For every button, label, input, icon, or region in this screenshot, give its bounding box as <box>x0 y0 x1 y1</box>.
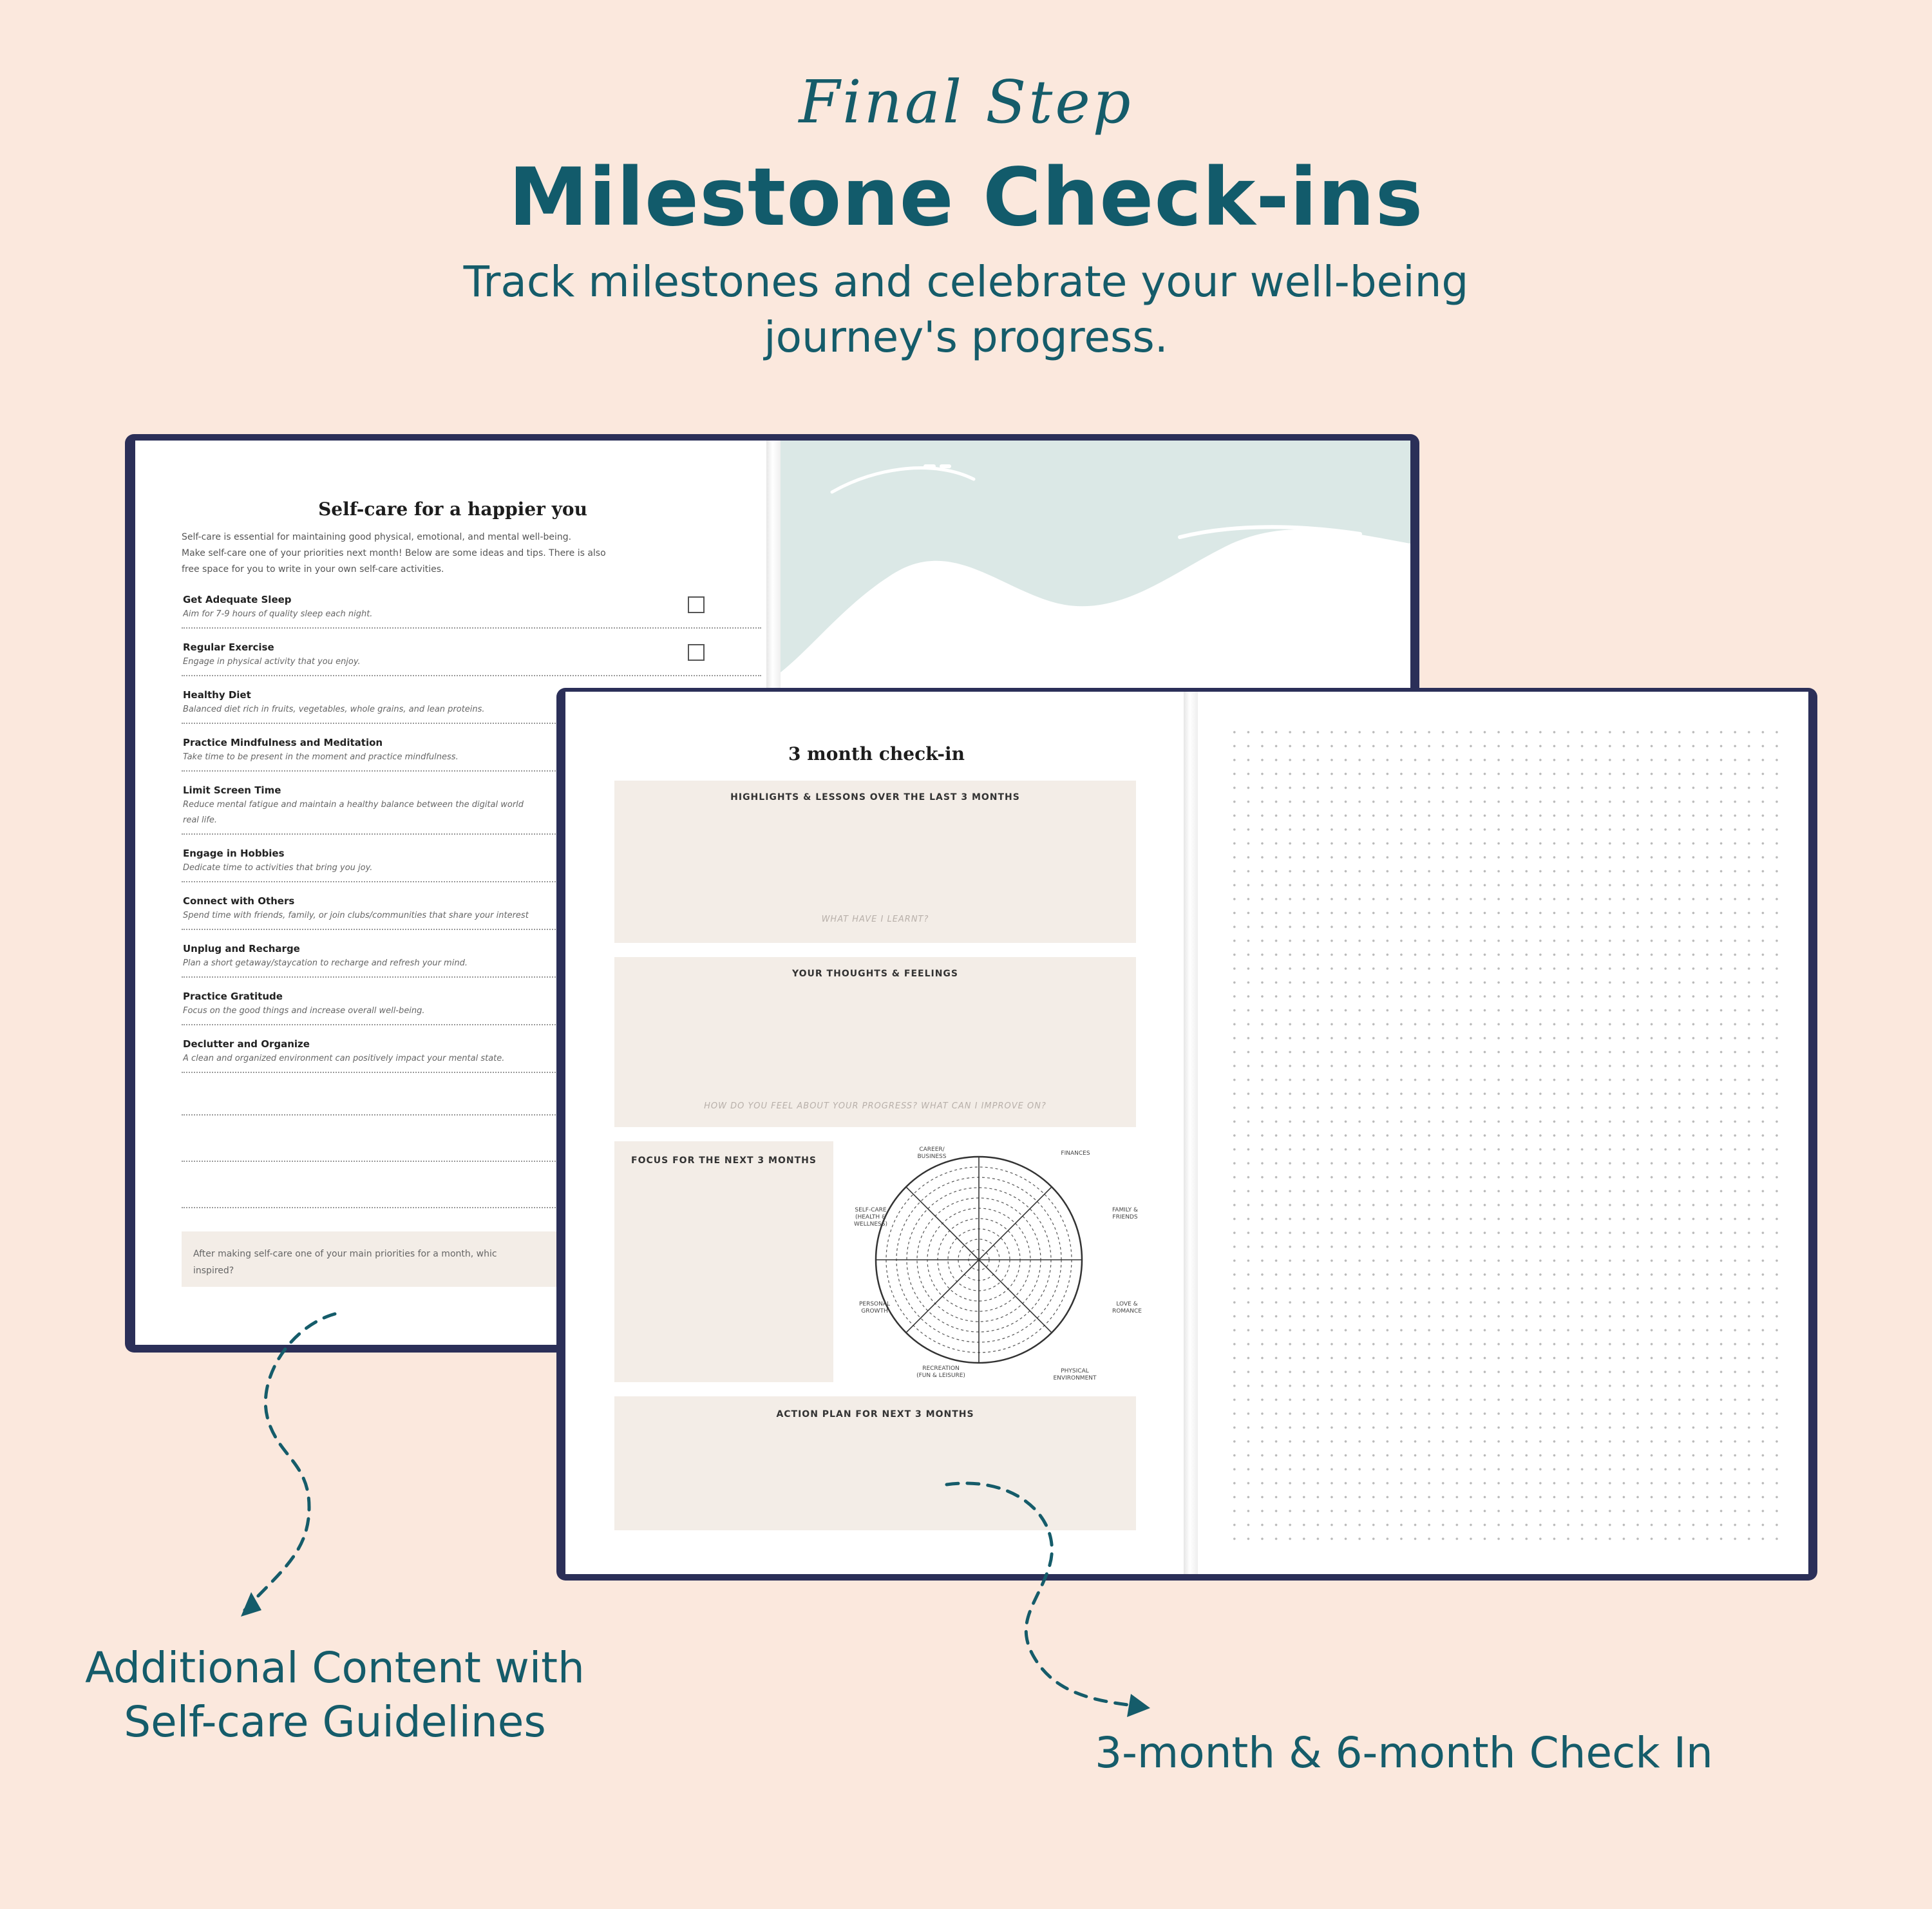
selfcare-item-desc: Dedicate time to activities that bring you joy. <box>183 863 373 873</box>
selfcare-item-desc: Reduce mental fatigue and maintain a healthy balance between the digital world <box>183 800 524 810</box>
selfcare-item-title: Engage in Hobbies <box>183 848 285 859</box>
caption-selfcare-line-1: Additional Content with <box>85 1643 585 1693</box>
wheel-of-life <box>889 1144 1005 1260</box>
dot-grid <box>1227 725 1788 1542</box>
wheel-label-love: LOVE & ROMANCE <box>1112 1301 1142 1315</box>
selfcare-title: Self-care for a happier you <box>318 499 587 520</box>
intro-line-3: free space for you to write in your own self-care activities. <box>182 564 444 575</box>
reflection-line-1: After making self-care one of your main priorities for a month, whic <box>193 1249 497 1259</box>
caption-selfcare <box>71 1641 599 1749</box>
highlights-hint: WHAT HAVE I LEARNT? <box>821 915 929 924</box>
reflection-line-2: inspired? <box>193 1266 234 1276</box>
caption-selfcare-line-2: Self-care Guidelines <box>124 1697 546 1747</box>
selfcare-item-title: Get Adequate Sleep <box>183 594 292 605</box>
thoughts-hint: HOW DO YOU FEEL ABOUT YOUR PROGRESS? WHAT CAN I IMPROVE ON? <box>704 1101 1046 1111</box>
left-dashed-arrow <box>219 1301 412 1623</box>
subtitle-line-1: Track milestones and celebrate your well-being <box>463 257 1469 307</box>
selfcare-item-desc: Focus on the good things and increase overall well-being. <box>183 1006 425 1016</box>
selfcare-item-desc: Aim for 7-9 hours of quality sleep each night. <box>183 609 373 619</box>
selfcare-checkbox[interactable] <box>688 644 705 661</box>
wheel-label-personal: PERSONAL GROWTH <box>858 1301 891 1315</box>
focus-box <box>614 1141 833 1382</box>
wheel-label-family: FAMILY & FRIENDS <box>1112 1207 1139 1220</box>
wheel-label-career: CAREER/ BUSINESS <box>917 1146 947 1160</box>
thoughts-heading: YOUR THOUGHTS & FEELINGS <box>791 969 958 979</box>
caption-checkin: 3-month & 6-month Check In <box>1095 1728 1713 1778</box>
selfcare-item-title: Regular Exercise <box>183 641 274 653</box>
script-heading: Final Step <box>799 68 1133 137</box>
selfcare-item-desc-continued: real life. <box>183 815 217 825</box>
selfcare-item-desc: Take time to be present in the moment and practice mindfulness. <box>183 752 459 762</box>
selfcare-item-title: Declutter and Organize <box>183 1038 310 1050</box>
page-title: Milestone Check-ins <box>508 151 1424 244</box>
selfcare-item-divider <box>182 675 761 676</box>
thoughts-box <box>614 957 1136 1127</box>
selfcare-item-desc: Balanced diet rich in fruits, vegetables, whole grains, and lean proteins. <box>183 705 485 714</box>
selfcare-item-title: Practice Mindfulness and Meditation <box>183 737 383 748</box>
focus-heading: FOCUS FOR THE NEXT 3 MONTHS <box>631 1155 817 1166</box>
selfcare-item-desc: A clean and organized environment can positively impact your mental state. <box>183 1054 505 1063</box>
wheel-label-finances: FINANCES <box>1061 1150 1090 1157</box>
checkin-title: 3 month check-in <box>788 743 965 765</box>
selfcare-item-divider <box>182 627 761 629</box>
selfcare-item-desc: Plan a short getaway/staycation to recharge and refresh your mind. <box>183 958 468 968</box>
right-dashed-arrow <box>927 1468 1159 1739</box>
selfcare-item-title: Connect with Others <box>183 895 295 907</box>
checkin-page <box>565 692 1188 1574</box>
selfcare-intro <box>182 529 748 578</box>
highlights-heading: HIGHLIGHTS & LESSONS OVER THE LAST 3 MONTHS <box>730 792 1020 803</box>
action-plan-heading: ACTION PLAN FOR NEXT 3 MONTHS <box>776 1409 974 1420</box>
wave-artwork <box>781 441 1410 711</box>
subtitle-line-2: journey's progress. <box>764 312 1168 362</box>
selfcare-item-title: Practice Gratitude <box>183 991 283 1002</box>
selfcare-item-desc: Spend time with friends, family, or join clubs/communities that share your interest <box>183 911 529 920</box>
wheel-label-recreation: RECREATION (FUN & LEISURE) <box>916 1365 965 1379</box>
page-subtitle <box>0 254 1932 365</box>
dot-grid-page <box>1198 692 1808 1574</box>
highlights-box <box>614 781 1136 943</box>
intro-line-2: Make self-care one of your priorities next month! Below are some ideas and tips. There is also <box>182 548 606 558</box>
selfcare-item-title: Healthy Diet <box>183 689 251 701</box>
right-arrowhead-icon <box>1127 1694 1150 1717</box>
intro-line-1: Self-care is essential for maintaining good physical, emotional, and mental well-being. <box>182 532 572 542</box>
selfcare-item-title: Limit Screen Time <box>183 784 281 796</box>
front-book-spine <box>1184 692 1199 1574</box>
selfcare-item-desc: Engage in physical activity that you enjoy. <box>183 657 361 667</box>
wheel-label-selfcare: SELF-CARE (HEALTH & WELLNESS) <box>854 1207 887 1228</box>
selfcare-checkbox[interactable] <box>688 596 705 613</box>
selfcare-item-title: Unplug and Recharge <box>183 943 300 955</box>
wheel-label-physical: PHYSICAL ENVIRONMENT <box>1053 1368 1097 1382</box>
